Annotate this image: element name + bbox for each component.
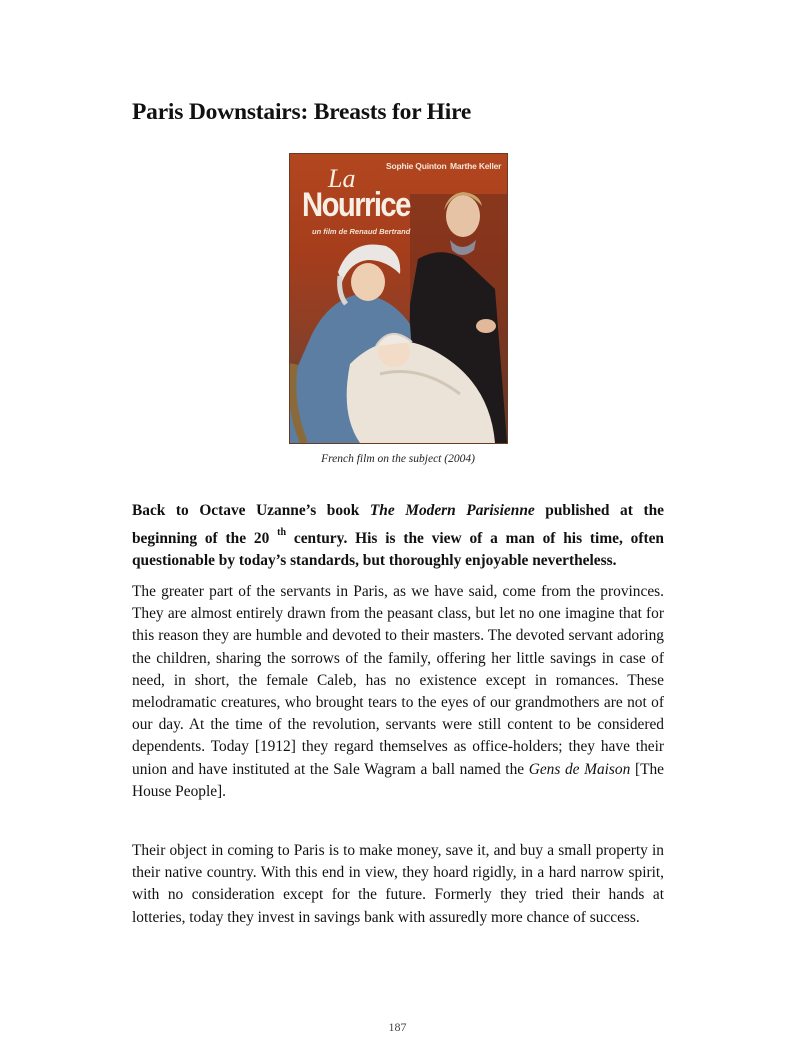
paragraph-1-text: The greater part of the servants in Paris, as we have said, come from the provinces. They are almost entirely drawn from the peasant class, but let no one imagine that for this reason they are humble and devoted to their masters. The devoted servant adoring the children, sharing the sorrows of the family, offering her little savings in case of need, in short, the female Caleb, has no existence except in romances. These melodramatic creatures, who brought tears to the eyes of our grandmothers are not of our day. At the time of the revolution, servants were still content to be considered dependents. Today [1912] they regard themselves as office-holders; they have their union and have instituted at the Sale Wagram a ball named the (132, 583, 664, 778)
poster-title-nourrice: Nourrice (302, 186, 410, 224)
poster-actor-2: Marthe Keller (450, 161, 502, 171)
intro-text-2: published at the beginning of the 20 (132, 502, 664, 548)
poster-actor-1: Sophie Quinton (386, 161, 447, 171)
body-paragraph-2: Their object in coming to Paris is to make money, save it, and buy a small property in their native country. With this end in view, they hoard rigidly, in a hard narrow spirit, with no consideration except for the future. Formerly they tried their hands at lotteries, today they invest in savings bank with assuredly more chance of success. (132, 842, 664, 926)
poster-title-la: La (328, 164, 356, 193)
body-paragraph-1 (132, 581, 664, 803)
page-title: Paris Downstairs: Breasts for Hire (132, 99, 472, 125)
film-poster (289, 153, 508, 444)
intro-text-3: century. His is the view of a man of his time, often questionable by today’s standards, but thoroughly enjoyable nevertheless. (132, 530, 664, 570)
superscript-th: th (277, 527, 287, 539)
intro-paragraph (132, 500, 664, 573)
intro-text-1: Back to Octave Uzanne’s book (132, 502, 370, 519)
paragraph-1-end: [The House People]. (132, 760, 665, 800)
page-number: 187 (388, 1020, 407, 1034)
book-title: The Modern Parisienne (369, 502, 535, 519)
poster-credit: un film de Renaud Bertrand (312, 227, 411, 236)
paragraph-1-emphasis: Gens de Maison (528, 760, 631, 778)
image-caption: French film on the subject (2004) (321, 453, 475, 465)
